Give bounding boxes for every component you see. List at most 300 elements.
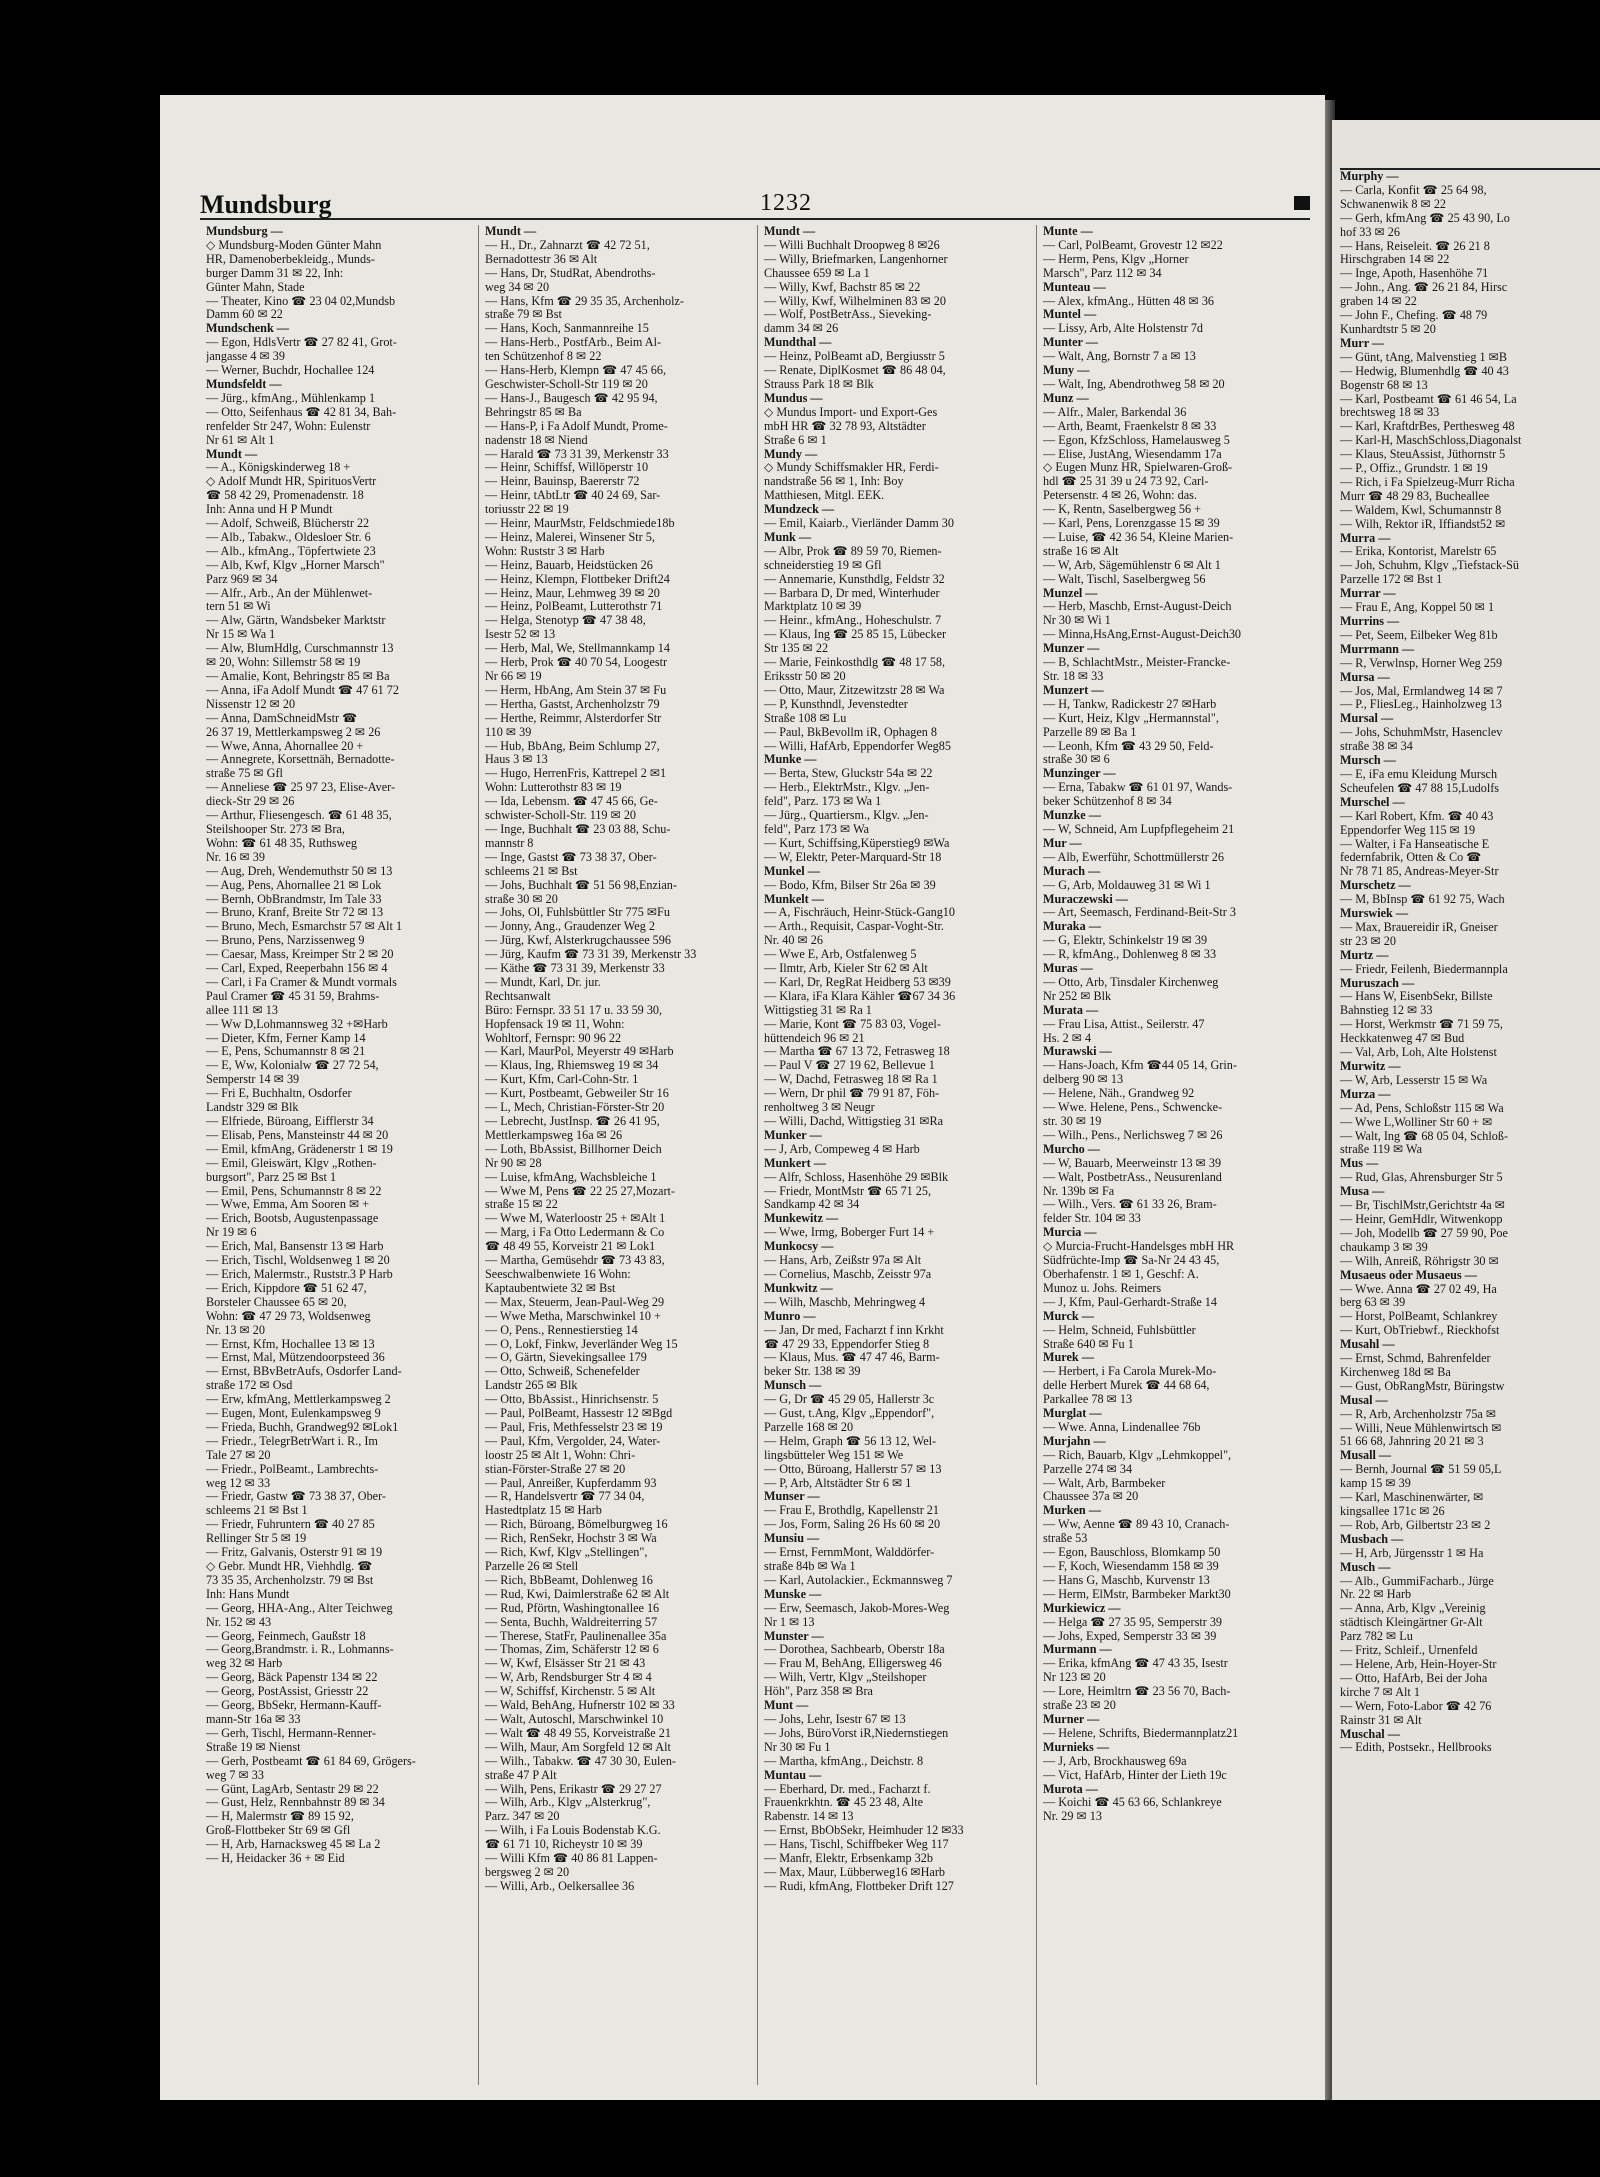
directory-entry-line: — Klaus, Mus. ☎ 47 47 46, Barm- <box>764 1351 940 1365</box>
directory-entry-line: — Wwe. Anna ☎ 27 02 49, Ha <box>1340 1282 1497 1296</box>
directory-entry-line: — Herbert, i Fa Carola Murek-Mo- <box>1043 1365 1217 1379</box>
directory-entry-line: — Eugen, Mont, Eulenkampsweg 9 <box>206 1407 381 1421</box>
directory-entry-line: — Hedwig, Blumenhdlg ☎ 40 43 <box>1340 364 1509 378</box>
directory-entry-line: — K, Rentn, Saselbergweg 56 + <box>1043 503 1201 517</box>
directory-entry-line: — P., FliesLeg., Hainholzweg 13 <box>1340 698 1502 712</box>
directory-entry-line: — J, Arb, Compeweg 4 ✉ Harb <box>764 1142 920 1156</box>
directory-entry-line: Muntel — <box>1043 308 1097 322</box>
directory-entry-line: — Ww, Aenne ☎ 89 43 10, Cranach- <box>1043 1518 1230 1532</box>
directory-entry-line: — Willi, Arb., Oelkersallee 36 <box>485 1879 635 1893</box>
directory-entry-line: — Willy, Briefmarken, Langenhorner <box>764 252 948 266</box>
directory-entry-line: Munser — <box>764 1490 820 1504</box>
running-title: Mundsburg <box>200 190 332 219</box>
directory-entry-line: — L, Mech, Christian-Förster-Str 20 <box>485 1101 665 1115</box>
directory-entry-line: Mundschenk — <box>206 322 289 336</box>
directory-entry-line: — Herm, HbAng, Am Stein 37 ✉ Fu <box>485 683 667 697</box>
directory-entry-line: — Paul, PolBeamt, Hassestr 12 ✉Bgd <box>485 1407 673 1421</box>
directory-entry-line: — Barbara D, Dr med, Winterhuder <box>764 586 940 600</box>
directory-entry-line: — Alfr., Arb., An der Mühlenwet- <box>206 586 373 600</box>
directory-entry-line: — Alfr, Schloss, Hasenhöhe 29 ✉Blk <box>764 1170 949 1184</box>
directory-entry-line: — Eberhard, Dr. med., Facharzt f. <box>764 1782 931 1796</box>
directory-page-right <box>1332 120 1600 2100</box>
directory-entry-line: delle Herbert Murek ☎ 44 68 64, <box>1043 1379 1210 1393</box>
directory-entry-line: Mundt — <box>206 447 258 461</box>
directory-entry-line: Murcho — <box>1043 1142 1100 1156</box>
directory-entry-line: Parzelle 26 ✉ Stell <box>485 1560 579 1573</box>
directory-entry-line: feld", Parz 173 ✉ Wa <box>764 822 870 836</box>
directory-entry-line: schleems 21 ✉ Bst 1 <box>206 1504 308 1518</box>
directory-entry-line: graben 14 ✉ 22 <box>1340 295 1417 309</box>
directory-entry-line: Murnieks — <box>1043 1740 1110 1754</box>
directory-entry-line: — Martha, kfmAng., Deichstr. 8 <box>764 1754 924 1768</box>
directory-entry-line: Murrmann — <box>1340 642 1415 656</box>
directory-entry-line: — Max, Steuerm, Jean-Paul-Weg 29 <box>485 1295 665 1309</box>
directory-entry-line: — Anna, Arb, Klgv „Vereinig <box>1340 1602 1486 1616</box>
directory-entry-line: — Aug, Pens, Ahornallee 21 ✉ Lok <box>206 878 382 892</box>
directory-entry-line: — Bernh, ObBrandmstr, Im Tale 33 <box>206 892 382 906</box>
directory-entry-line: — Herb, Maschb, Ernst-August-Deich <box>1043 600 1232 614</box>
directory-entry-line: — P., Offiz., Grundstr. 1 ✉ 19 <box>1340 462 1488 476</box>
directory-entry-line: str. 30 ✉ 19 <box>1043 1115 1102 1128</box>
directory-entry-line: — Wern, Dr phil ☎ 79 91 87, Föh- <box>764 1087 940 1101</box>
directory-entry-line: — Wwe. Anna, Lindenallee 76b <box>1043 1420 1201 1434</box>
directory-entry-line: — Wwe E, Arb, Ostfalenweg 5 <box>764 948 917 962</box>
directory-entry-line: Rainstr 31 ✉ Alt <box>1340 1713 1422 1727</box>
directory-entry-line: Bogenstr 68 ✉ 13 <box>1340 378 1428 392</box>
directory-entry-line: — Frau Lisa, Attist., Seilerstr. 47 <box>1043 1017 1205 1031</box>
directory-entry-line: — Fritz, Galvanis, Osterstr 91 ✉ 19 <box>206 1546 383 1560</box>
directory-entry-line: kamp 15 ✉ 39 <box>1340 1477 1411 1491</box>
column-1 <box>200 225 478 2085</box>
directory-entry-line: Murschel — <box>1340 795 1405 809</box>
directory-entry-line: — Willy, Kwf, Bachstr 85 ✉ 22 <box>764 280 921 294</box>
directory-entry-line: — O, Lokf, Finkw, Jeverländer Weg 15 <box>485 1337 678 1351</box>
directory-entry-line: — Max, Brauereidir iR, Gneiser <box>1340 920 1498 934</box>
directory-entry-line: — Val, Arb, Loh, Alte Holstenst <box>1340 1046 1497 1060</box>
directory-entry-line: — Inge, Buchhalt ☎ 23 03 88, Schu- <box>485 822 671 836</box>
directory-entry-line: Schwanenwik 8 ✉ 22 <box>1340 197 1447 211</box>
page-number: 1232 <box>760 190 812 216</box>
directory-entry-line: ◇ Gebr. Mundt HR, Viehhdlg. ☎ <box>206 1560 373 1573</box>
directory-entry-line: Nr 78 71 85, Andreas-Meyer-Str <box>1340 865 1499 879</box>
directory-entry-line: burgsort", Parz 25 ✉ Bst 1 <box>206 1170 337 1184</box>
directory-entry-line: — Walt, Autoschl, Marschwinkel 10 <box>485 1712 664 1726</box>
directory-entry-line: straße 47 P Alt <box>485 1768 557 1782</box>
directory-entry-line: — Anna, iFa Adolf Mundt ☎ 47 61 72 <box>206 683 399 697</box>
directory-entry-line: — Erich, Bootsb, Augustenpassage <box>206 1212 379 1226</box>
directory-entry-line: — Horst, Werkmstr ☎ 71 59 75, <box>1340 1018 1503 1032</box>
directory-entry-line: renholtweg 3 ✉ Neugr <box>764 1101 875 1115</box>
directory-entry-line: — Günt, LagArb, Sentastr 29 ✉ 22 <box>206 1782 379 1796</box>
directory-entry-line: Muruszach — <box>1340 976 1415 990</box>
directory-entry-line: Muntau — <box>764 1768 822 1782</box>
column-2 <box>478 225 757 2085</box>
directory-entry-line: — Alb, Kwf, Klgv „Horner Marsch" <box>206 558 385 572</box>
directory-entry-line: Mundzeck — <box>764 503 835 517</box>
directory-entry-line: federnfabrik, Otten & Co ☎ <box>1340 851 1482 865</box>
directory-entry-line: — Paul, BkBevollm iR, Ophagen 8 <box>764 725 937 739</box>
directory-entry-line: — Marg, i Fa Otto Ledermann & Co <box>485 1226 665 1240</box>
directory-entry-line: — Amalie, Kont, Behringstr 85 ✉ Ba <box>206 670 390 683</box>
directory-entry-line: — Hans, Kfm ☎ 29 35 35, Archenholz- <box>485 294 684 308</box>
directory-entry-line: — Bernh, Journal ☎ 51 59 05,L <box>1340 1463 1502 1477</box>
directory-entry-line: Murata — <box>1043 1003 1099 1017</box>
directory-entry-line: HR, Damenoberbekleidg., Munds- <box>206 252 375 266</box>
directory-entry-line: — Rich, Kwf, Klgv „Stellingen", <box>485 1546 648 1560</box>
directory-entry-line: — Edith, Postsekr., Hellbrooks <box>1340 1741 1492 1755</box>
directory-entry-line: — Horst, PolBeamt, Schlankrey <box>1340 1310 1498 1324</box>
directory-entry-line: Nr 61 ✉ Alt 1 <box>206 433 275 447</box>
directory-entry-line: — Erika, Kontorist, Marelstr 65 <box>1340 545 1497 559</box>
directory-entry-line: — Klaus, Ing ☎ 25 85 15, Lübecker <box>764 628 947 642</box>
directory-entry-line: renfelder Str 247, Wohn: Eulenstr <box>206 419 371 433</box>
directory-entry-line: — Jos, Mal, Ermlandweg 14 ✉ 7 <box>1340 684 1503 698</box>
directory-entry-line: — Kurt, ObTriebwf., Rieckhofst <box>1340 1324 1500 1338</box>
directory-entry-line: — Helm, Schneid, Fuhlsbüttler <box>1043 1323 1196 1337</box>
directory-entry-line: chaukamp 3 ✉ 39 <box>1340 1240 1428 1254</box>
directory-entry-line: — Gust, ObRangMstr, Büringstw <box>1340 1379 1505 1393</box>
directory-entry-line: Landstr 265 ✉ Blk <box>485 1379 578 1393</box>
directory-entry-line: Murner — <box>1043 1712 1100 1726</box>
directory-entry-line: Rabenstr. 14 ✉ 13 <box>764 1810 854 1824</box>
directory-entry-line: Seeschwalbenwiete 16 Wohn: <box>485 1267 631 1281</box>
directory-entry-line: — Luise, ☎ 42 36 54, Kleine Marien- <box>1043 530 1234 544</box>
directory-entry-line: — Marie, Feinkosthdlg ☎ 48 17 58, <box>764 656 946 670</box>
directory-entry-line: schneiderstieg 19 ✉ Gfl <box>764 558 882 572</box>
directory-entry-line: Südfrüchte-Imp ☎ Sa-Nr 24 43 45, <box>1043 1254 1220 1268</box>
directory-entry-line: — Rud, Glas, Ahrensburger Str 5 <box>1340 1171 1503 1185</box>
directory-entry-line: — Elfriede, Büroang, Eifflerstr 34 <box>206 1115 374 1128</box>
directory-entry-line: mann-Str 16a ✉ 33 <box>206 1712 301 1726</box>
directory-entry-line: — W, Schiffsf, Kirchenstr. 5 ✉ Alt <box>485 1685 656 1699</box>
directory-entry-line: Murwitz — <box>1340 1060 1401 1073</box>
directory-entry-line: Mettlerkampsweg 16a ✉ 26 <box>485 1128 623 1142</box>
directory-entry-line: — Otto, BbAssist., Hinrichsenstr. 5 <box>485 1393 659 1407</box>
directory-entry-line: — Heinz, Maur, Lehmweg 39 ✉ 20 <box>485 586 660 600</box>
directory-entry-line: — Wwe. Helene, Pens., Schwencke- <box>1043 1101 1223 1115</box>
directory-entry-line: — Walt, PostbetrAss., Neusurenland <box>1043 1170 1222 1184</box>
directory-entry-line: Parz 782 ✉ Lu <box>1340 1630 1413 1644</box>
directory-entry-line: — Aug, Dreh, Wendemuthstr 50 ✉ 13 <box>206 864 393 878</box>
directory-entry-line: Haus 3 ✉ 13 <box>485 753 548 767</box>
directory-entry-line: — W, Bauarb, Meerweinstr 13 ✉ 39 <box>1043 1156 1222 1170</box>
directory-entry-line: str 23 ✉ 20 <box>1340 934 1396 948</box>
directory-entry-line: Munter — <box>1043 336 1098 350</box>
directory-entry-line: — Walter, i Fa Hanseatische E <box>1340 837 1490 851</box>
directory-entry-line: Musaeus oder Musaeus — <box>1340 1268 1477 1282</box>
directory-entry-line: weg 32 ✉ Harb <box>206 1657 283 1671</box>
directory-entry-line: — Erich, Mal, Bansenstr 13 ✉ Harb <box>206 1240 384 1254</box>
directory-entry-line: — Hans, Reiseleit. ☎ 26 21 8 <box>1340 239 1490 253</box>
directory-entry-line: — Wilh, Pens, Erikastr ☎ 29 27 27 <box>485 1782 662 1796</box>
directory-entry-line: Parzelle 89 ✉ Ba 1 <box>1043 725 1137 739</box>
directory-entry-line: Murken — <box>1043 1504 1101 1518</box>
directory-entry-line: — Carla, Konfit ☎ 25 64 98, <box>1340 183 1487 197</box>
directory-entry-line: jangasse 4 ✉ 39 <box>206 350 285 364</box>
directory-entry-line: Bernadottestr 36 ✉ Alt <box>485 252 598 266</box>
directory-entry-line: tern 51 ✉ Wi <box>206 600 271 614</box>
directory-entry-line: — Otto, HafArb, Bei der Joha <box>1340 1671 1488 1685</box>
directory-entry-line: Straße 108 ✉ Lu <box>764 711 847 725</box>
directory-entry-line: Nr 66 ✉ 19 <box>485 670 542 683</box>
directory-entry-line: — Jürg., kfmAng., Mühlenkamp 1 <box>206 391 376 405</box>
directory-entry-line: — J, Kfm, Paul-Gerhardt-Straße 14 <box>1043 1295 1217 1309</box>
directory-entry-line: — Wilh, Vertr, Klgv „Steilshoper <box>764 1671 927 1685</box>
directory-entry-line: Paul Cramer ☎ 45 31 59, Brahms- <box>206 989 380 1003</box>
directory-entry-line: — Wwe M, Waterloostr 25 + ✉Alt 1 <box>485 1212 666 1226</box>
directory-entry-line: — Lore, Heimltrn ☎ 23 56 70, Bach- <box>1043 1685 1231 1699</box>
directory-entry-line: — Johs, Buchhalt ☎ 51 56 98,Enzian- <box>485 878 677 892</box>
directory-entry-line: — Egon, HdlsVertr ☎ 27 82 41, Grot- <box>206 336 397 350</box>
directory-entry-line: — Helm, Graph ☎ 56 13 12, Wel- <box>764 1434 937 1448</box>
directory-entry-line: — Herm, Pens, Klgv „Horner <box>1043 252 1189 266</box>
directory-entry-line: Murschetz — <box>1340 879 1411 893</box>
directory-entry-line: Munkocsy — <box>764 1240 834 1254</box>
directory-entry-line: Parzelle 172 ✉ Bst 1 <box>1340 573 1443 587</box>
directory-entry-line: — Frau E, Brothdlg, Kapellenstr 21 <box>764 1504 939 1518</box>
directory-entry-line: Mundus — <box>764 391 823 405</box>
directory-entry-line: — Georg, Bäck Papenstr 134 ✉ 22 <box>206 1671 378 1685</box>
directory-entry-line: — Egon, Bauschloss, Blomkamp 50 <box>1043 1546 1221 1560</box>
directory-entry-line: — Paul, Fris, Methfesselstr 23 ✉ 19 <box>485 1420 663 1434</box>
directory-entry-line: Mur — <box>1043 836 1082 850</box>
directory-entry-line: Munzke — <box>1043 809 1101 823</box>
directory-entry-line: — Klaus, SteuAssist, Jüthornstr 5 <box>1340 448 1506 462</box>
directory-entry-line: Munker — <box>764 1128 822 1142</box>
directory-entry-line: hüttendeich 96 ✉ 21 <box>764 1031 865 1045</box>
directory-entry-line: — B, SchlachtMstr., Meister-Francke- <box>1043 656 1231 670</box>
directory-entry-line: — Helene, Näh., Grandweg 92 <box>1043 1087 1195 1101</box>
directory-entry-line: straße 75 ✉ Gfl <box>206 767 283 781</box>
directory-entry-line: — W, Arb, Sägemühlenstr 6 ✉ Alt 1 <box>1043 558 1221 572</box>
directory-entry-line: — Georg, Feinmech, Gaußstr 18 <box>206 1629 366 1643</box>
directory-entry-line: ☎ 48 49 55, Korveistr 21 ✉ Lok1 <box>485 1240 656 1254</box>
directory-entry-line: schwister-Scholl-Str. 119 ✉ 20 <box>485 809 637 823</box>
directory-entry-line: Nr. 16 ✉ 39 <box>206 850 265 864</box>
directory-entry-line: — Georg, HHA-Ang., Alter Teichweg <box>206 1601 393 1615</box>
directory-entry-line: — Karl, Postbeamt ☎ 61 46 54, La <box>1340 392 1517 406</box>
directory-entry-line: Murtz — <box>1340 948 1389 962</box>
directory-entry-line: — Walt, Ing, Abendrothweg 58 ✉ 20 <box>1043 377 1225 391</box>
directory-entry-line: — Erich, Kippdore ☎ 51 62 47, <box>206 1281 367 1295</box>
directory-entry-line: städtisch Kleingärtner Gr-Alt <box>1340 1616 1483 1630</box>
directory-entry-line: — G, Dr ☎ 45 29 05, Hallerstr 3c <box>764 1393 935 1407</box>
directory-entry-line: — Willi Buchhalt Droopweg 8 ✉26 <box>764 238 940 252</box>
directory-entry-line: — P, Arb, Altstädter Str 6 ✉ 1 <box>764 1476 912 1490</box>
directory-entry-line: Rechtsanwalt <box>485 989 551 1003</box>
directory-entry-line: — O, Gärtn, Sievekingsallee 179 <box>485 1351 647 1365</box>
directory-entry-line: — Emil, Gleiswärt, Klgv „Rothen- <box>206 1156 377 1170</box>
directory-entry-line: Nr 30 ✉ Wi 1 <box>1043 614 1111 628</box>
column-3 <box>757 225 1036 2085</box>
directory-entry-line: — Helga, Stenotyp ☎ 47 38 48, <box>485 614 646 628</box>
directory-entry-line: — Alb., GummiFacharb., Jürge <box>1340 1574 1494 1588</box>
directory-entry-line: — Frau M, BehAng, Elligersweg 46 <box>764 1657 942 1671</box>
directory-entry-line: — H, Arb, Jürgensstr 1 ✉ Ha <box>1340 1546 1484 1560</box>
directory-entry-line: brechtsweg 18 ✉ 33 <box>1340 406 1440 420</box>
directory-entry-line: Petersenstr. 4 ✉ 26, Wohn: das. <box>1043 489 1197 503</box>
directory-entry-line: — Frau E, Ang, Koppel 50 ✉ 1 <box>1340 601 1495 615</box>
directory-entry-line: — Hugo, HerrenFris, Kattrepel 2 ✉1 <box>485 767 667 781</box>
directory-entry-line: — Wilh, Anreiß, Röhrigstr 30 ✉ <box>1340 1254 1499 1268</box>
directory-entry-line: — Willi, HafArb, Eppendorfer Weg85 <box>764 739 951 753</box>
directory-entry-line: — Heinz, PolBeamt aD, Bergiusstr 5 <box>764 350 945 364</box>
directory-entry-line: — Helene, Arb, Hein-Hoyer-Str <box>1340 1657 1497 1671</box>
directory-entry-line: — Ww D,Lohmannsweg 32 +✉Harb <box>206 1017 388 1031</box>
directory-entry-line: — Ernst, FernmMont, Walddörfer- <box>764 1546 935 1560</box>
directory-entry-line: Munzinger — <box>1043 767 1116 781</box>
directory-entry-line: — Bodo, Kfm, Bilser Str 26a ✉ 39 <box>764 878 936 892</box>
directory-entry-line: — Erw, kfmAng, Mettlerkampsweg 2 <box>206 1393 391 1407</box>
directory-entry-line: Nr 19 ✉ 6 <box>206 1226 257 1240</box>
directory-entry-line: — Arth, Beamt, Fraenkelstr 8 ✉ 33 <box>1043 419 1217 433</box>
directory-entry-line: Musall — <box>1340 1449 1392 1463</box>
directory-entry-line: — Wilh, Maur, Am Sorgfeld 12 ✉ Alt <box>485 1740 671 1754</box>
corner-mark-icon <box>1294 196 1310 210</box>
directory-entry-line: — Rich, Bauarb, Klgv „Lehmkoppel", <box>1043 1448 1232 1462</box>
directory-entry-line: — Hans, Arb, Zeißstr 97a ✉ Alt <box>764 1254 922 1268</box>
directory-entry-line: Chaussee 37a ✉ 20 <box>1043 1490 1139 1504</box>
directory-entry-line: — Ernst, Kfm, Hochallee 13 ✉ 13 <box>206 1337 375 1351</box>
directory-entry-line: — Erika, kfmAng ☎ 47 43 35, Isestr <box>1043 1657 1228 1671</box>
directory-entry-line: Mursch — <box>1340 754 1396 768</box>
directory-entry-line: — Fritz, Schleif., Urnenfeld <box>1340 1644 1478 1658</box>
directory-entry-line: — Wwe, Emma, Am Sooren ✉ + <box>206 1198 370 1212</box>
directory-entry-line: — Willi, Neue Mühlenwirtsch ✉ <box>1340 1421 1502 1435</box>
directory-entry-line: — Inge, Apoth, Hasenhöhe 71 <box>1340 267 1489 281</box>
directory-entry-line: 26 37 19, Mettlerkampsweg 2 ✉ 26 <box>206 725 381 739</box>
directory-entry-line: Parz 969 ✉ 34 <box>206 572 278 586</box>
directory-entry-line: — Helga ☎ 27 35 95, Semperstr 39 <box>1043 1615 1223 1629</box>
directory-entry-line: — Jürg, Kwf, Alsterkrugchaussee 596 <box>485 934 671 948</box>
directory-entry-line: Kunhardtstr 5 ✉ 20 <box>1340 322 1436 336</box>
directory-entry-line: — W, Arb, Rendsburger Str 4 ✉ 4 <box>485 1671 652 1685</box>
directory-entry-line: — Karl, Dr, RegRat Heidberg 53 ✉39 <box>764 975 951 989</box>
directory-entry-line: — Alex, kfmAng., Hütten 48 ✉ 36 <box>1043 294 1215 308</box>
directory-entry-line: Nr 15 ✉ Wa 1 <box>206 628 276 642</box>
directory-entry-line: — Wilh, Rektor iR, Iffiandst52 ✉ <box>1340 517 1506 531</box>
directory-entry-line: — Käthe ☎ 73 31 39, Merkenstr 33 <box>485 962 665 976</box>
directory-entry-line: Munzer — <box>1043 642 1100 656</box>
directory-entry-line: — Erw, Seemasch, Jakob-Mores-Weg <box>764 1601 950 1615</box>
directory-entry-line: Mus — <box>1340 1157 1379 1171</box>
directory-entry-line: — Johs, BüroVorst iR,Niedernstiegen <box>764 1726 949 1740</box>
directory-entry-line: lingsbütteler Weg 151 ✉ We <box>764 1448 904 1462</box>
directory-entry-line: Marsch", Parz 112 ✉ 34 <box>1043 266 1162 280</box>
directory-entry-line: — Anneliese ☎ 25 97 23, Elise-Aver- <box>206 781 396 795</box>
directory-entry-line: Munro — <box>764 1309 816 1323</box>
directory-entry-line: ☎ 61 71 10, Richeystr 10 ✉ 39 <box>485 1838 643 1852</box>
directory-entry-line: Borsteler Chaussee 65 ✉ 20, <box>206 1295 347 1309</box>
directory-entry-line: Eriksstr 50 ✉ 20 <box>764 670 846 683</box>
directory-entry-line: — Bruno, Mech, Esmarchstr 57 ✉ Alt 1 <box>206 920 403 934</box>
directory-entry-line: 51 66 68, Jahnring 20 21 ✉ 3 <box>1340 1435 1484 1449</box>
directory-entry-line: Inh: Hans Mundt <box>206 1587 290 1601</box>
directory-entry-line: — Karl, Autolackier., Eckmannsweg 7 <box>764 1573 953 1587</box>
directory-entry-line: — W, Arb, Lesserstr 15 ✉ Wa <box>1340 1073 1488 1087</box>
directory-entry-line: — Wilh., Tabakw. ☎ 47 30 30, Eulen- <box>485 1754 676 1768</box>
directory-entry-line: weg 12 ✉ 33 <box>206 1476 271 1490</box>
directory-entry-line: Musal — <box>1340 1393 1388 1407</box>
directory-entry-line: — Wald, BehAng, Hufnerstr 102 ✉ 33 <box>485 1699 675 1713</box>
directory-entry-line: mannstr 8 <box>485 836 534 850</box>
directory-entry-line: Mursa — <box>1340 670 1390 684</box>
directory-entry-line: Murck — <box>1043 1309 1094 1323</box>
directory-entry-line: Munkert — <box>764 1156 826 1170</box>
directory-entry-line: — E, Ww, Kolonialw ☎ 27 72 54, <box>206 1059 379 1073</box>
directory-entry-line: — Thomas, Zim, Schäferstr 12 ✉ 6 <box>485 1643 659 1657</box>
directory-entry-line: Musch — <box>1340 1560 1391 1574</box>
directory-entry-line: — Heinz, PolBeamt, Lutterothstr 71 <box>485 600 663 614</box>
directory-entry-line: — H, Malermstr ☎ 89 15 92, <box>206 1810 354 1824</box>
directory-entry-line: Munte — <box>1043 225 1093 238</box>
directory-entry-line: hof 33 ✉ 26 <box>1340 225 1400 239</box>
directory-entry-line: straße 119 ✉ Wa <box>1340 1143 1422 1157</box>
directory-entry-line: Straße 19 ✉ Nienst <box>206 1740 301 1754</box>
directory-entry-line: — Wern, Foto-Labor ☎ 42 76 <box>1340 1699 1492 1713</box>
directory-page-left <box>160 95 1325 2100</box>
directory-entry-line: felder Str. 104 ✉ 33 <box>1043 1212 1141 1226</box>
directory-entry-line: Murglat — <box>1043 1407 1102 1421</box>
directory-entry-line: ☎ 47 29 33, Eppendorfer Stieg 8 <box>764 1337 930 1351</box>
page-header <box>200 190 1310 220</box>
directory-entry-line: — Wilh, Maschb, Mehringweg 4 <box>764 1295 926 1309</box>
directory-entry-line: — Friedr, Fuhruntern ☎ 40 27 85 <box>206 1518 375 1532</box>
directory-entry-line: Munzert — <box>1043 683 1104 697</box>
directory-entry-line: Groß-Flottbeker Str 69 ✉ Gfl <box>206 1824 351 1838</box>
directory-entry-line: Kirchenweg 18d ✉ Ba <box>1340 1365 1451 1379</box>
directory-entry-line: Kaptaubentwiete 32 ✉ Bst <box>485 1281 616 1295</box>
directory-entry-line: — Walt, Arb, Barmbeker <box>1043 1476 1166 1490</box>
directory-entry-line: — Alw, Gärtn, Wandsbeker Marktstr <box>206 614 386 628</box>
directory-entry-line: — Wwe Metha, Marschwinkel 10 + <box>485 1309 661 1323</box>
directory-entry-line: — Walt, Ing ☎ 68 05 04, Schloß- <box>1340 1129 1508 1143</box>
directory-entry-line: allee 111 ✉ 13 <box>206 1003 278 1017</box>
directory-entry-line: — R, kfmAng., Dohlenweg 8 ✉ 33 <box>1043 948 1217 962</box>
directory-entry-line: nandstraße 56 ✉ 1, Inh: Boy <box>764 475 904 489</box>
directory-entry-line: ☎ 58 42 29, Promenadenstr. 18 <box>206 489 364 503</box>
directory-entry-line: Murkiewicz — <box>1043 1601 1121 1615</box>
directory-entry-line: — Erna, Tabakw ☎ 61 01 97, Wands- <box>1043 781 1233 795</box>
directory-entry-line: Nr 123 ✉ 20 <box>1043 1671 1106 1685</box>
directory-entry-line: Munske — <box>764 1587 822 1601</box>
directory-entry-line: — Art, Seemasch, Ferdinand-Beit-Str 3 <box>1043 906 1236 920</box>
directory-entry-line: Frauenkrkhtn. ☎ 45 23 48, Alte <box>764 1796 924 1810</box>
directory-entry-line: — Ernst, Schmd, Bahrenfelder <box>1340 1352 1491 1366</box>
directory-entry-line: — Karl, MaurPol, Meyerstr 49 ✉Harb <box>485 1045 674 1059</box>
directory-entry-line: — Luise, kfmAng, Wachsbleiche 1 <box>485 1170 657 1184</box>
directory-entry-line: — Ilmtr, Arb, Kieler Str 62 ✉ Alt <box>764 962 928 976</box>
directory-entry-line: — Martha, Gemüsehdr ☎ 73 43 83, <box>485 1254 665 1268</box>
directory-entry-line: — A, Fischräuch, Heinr-Stück-Gang10 <box>764 906 955 920</box>
directory-entry-line: — Vict, HafArb, Hinter der Lieth 19c <box>1043 1768 1227 1782</box>
directory-entry-line: — Rich, i Fa Spielzeug-Murr Richa <box>1340 475 1515 489</box>
directory-entry-line: Murek — <box>1043 1351 1094 1365</box>
directory-entry-line: Mundt — <box>764 225 816 238</box>
directory-entry-line: — Karl-H, MaschSchloss,Diagonalst <box>1340 434 1522 448</box>
directory-entry-line: — Ida, Lebensm. ☎ 47 45 66, Ge- <box>485 795 658 809</box>
directory-entry-line: — E, iFa emu Kleidung Mursch <box>1340 767 1498 781</box>
directory-entry-line: straße 38 ✉ 34 <box>1340 740 1413 754</box>
directory-entry-line: Nr 90 ✉ 28 <box>485 1156 542 1170</box>
directory-entry-line: Heckkatenweg 47 ✉ Bud <box>1340 1032 1465 1046</box>
directory-entry-line: Hs. 2 ✉ 4 <box>1043 1031 1092 1045</box>
directory-entry-line: — Heinr, tAbtLtr ☎ 40 24 69, Sar- <box>485 489 661 503</box>
directory-entry-line: — Walt, Tischl, Saselbergweg 56 <box>1043 572 1206 586</box>
directory-entry-line: — Marie, Kont ☎ 75 83 03, Vogel- <box>764 1017 941 1031</box>
directory-entry-line: ten Schützenhof 8 ✉ 22 <box>485 350 602 364</box>
directory-entry-line: Nr. 152 ✉ 43 <box>206 1615 272 1629</box>
